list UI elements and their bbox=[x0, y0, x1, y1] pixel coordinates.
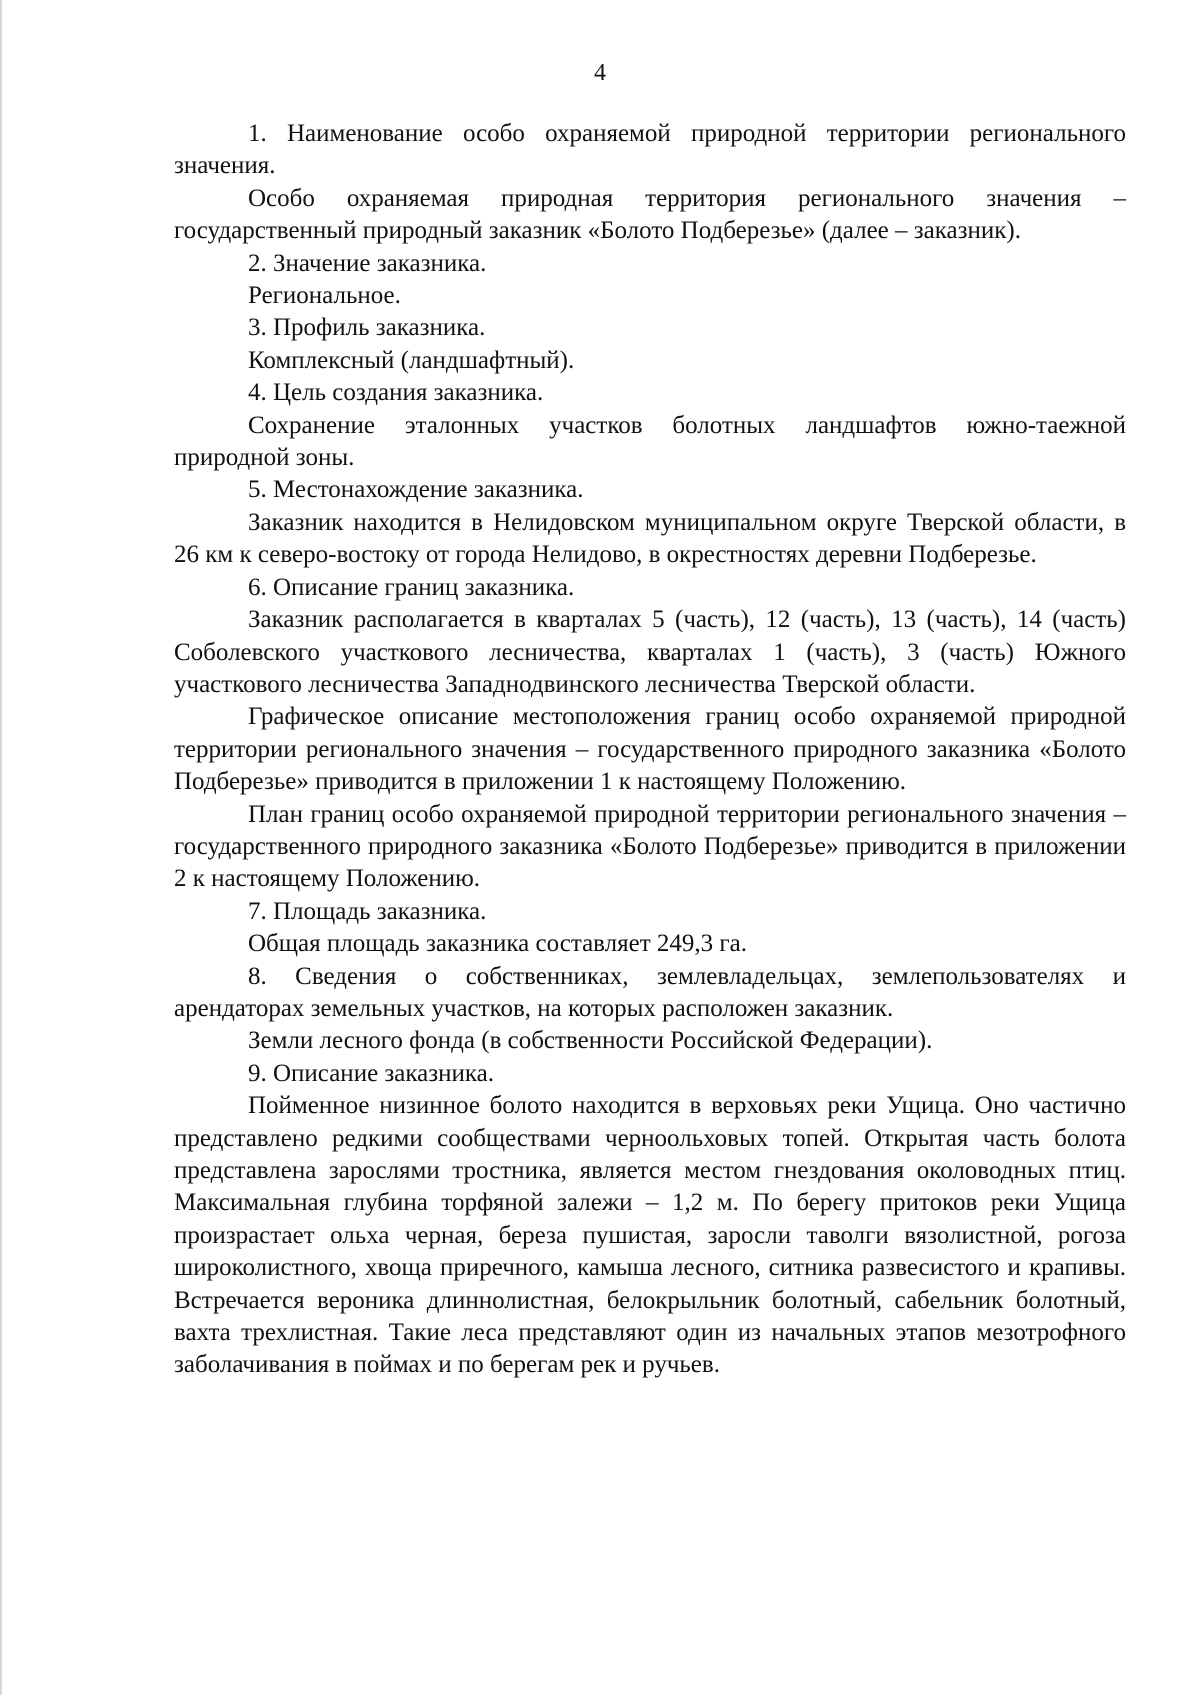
section-heading-description: 9. Описание заказника. bbox=[248, 1059, 494, 1087]
document-body bbox=[174, 118, 1126, 1382]
paragraph-graphic-description: Графическое описание местоположения границ особо охраняемой природной территории регионального значения – государственного природного заказника «Болото Подберезье» приводится в приложении 1 к настоящему Положению. bbox=[174, 703, 1126, 796]
paragraph-location-text: Заказник находится в Нелидовском муниципальном округе Тверской области, в 26 км к северо-востоку от города Нелидово, в окрестностях деревни Подберезье. bbox=[174, 508, 1126, 569]
paragraph-boundaries-text: Заказник располагается в кварталах 5 (часть), 12 (часть), 13 (часть), 14 (часть) Соболевского участкового лесничества, кварталах 1 (часть), 3 (часть) Южного участкового лесничества Западнодвинского лесничества Тверской области. bbox=[174, 606, 1126, 698]
paragraph-description-text: Пойменное низинное болото находится в верховьях реки Ущица. Оно частично представлено редкими сообществами черноольховых топей. Открытая часть болота представлена зарослями тростника, является местом гнездования околоводных птиц. Максимальная глубина торфяной залежи – 1,2 м. По берегу притоков реки Ущица произрастает ольха черная, береза пушистая, заросли таволги вязолистной, рогоза широколистного, хвоща приречного, камыша лесного, ситника развесистого и крапивы. Встречается вероника длиннолистная, белокрыльник болотный, сабельник болотный, вахта трехлистная. Такие леса представляют один из начальных этапов мезотрофного заболачивания в поймах и по берегам рек и ручьев. bbox=[174, 1092, 1126, 1379]
scan-edge bbox=[0, 0, 2, 1695]
section-heading-boundaries: 6. Описание границ заказника. bbox=[248, 573, 575, 601]
section-heading-name: 1. Наименование особо охраняемой природной территории регионального значения. bbox=[174, 120, 1126, 180]
section-heading-location: 5. Местонахождение заказника. bbox=[248, 476, 584, 504]
paragraph-purpose-text: Сохранение эталонных участков болотных ландшафтов южно-таежной природной зоны. bbox=[174, 411, 1126, 472]
paragraph-boundary-plan: План границ особо охраняемой природной территории регионального значения – государственного природного заказника «Болото Подберезье» приводится в приложении 2 к настоящему Положению. bbox=[174, 800, 1126, 893]
section-heading-profile: 3. Профиль заказника. bbox=[248, 314, 486, 342]
paragraph-significance-text: Региональное. bbox=[248, 282, 401, 310]
section-heading-significance: 2. Значение заказника. bbox=[248, 249, 487, 277]
paragraph-name-text: Особо охраняемая природная территория регионального значения – государственный природный заказник «Болото Подберезье» (далее – заказник). bbox=[174, 184, 1126, 245]
section-heading-owners: 8. Сведения о собственниках, землевладельцах, землепользователях и арендаторах земельных участков, на которых расположен заказник. bbox=[174, 962, 1126, 1022]
page-number: 4 bbox=[594, 60, 606, 86]
paragraph-profile-text: Комплексный (ландшафтный). bbox=[248, 346, 575, 374]
paragraph-owners-text: Земли лесного фонда (в собственности Российской Федерации). bbox=[248, 1027, 933, 1055]
section-heading-area: 7. Площадь заказника. bbox=[248, 897, 487, 925]
paragraph-area-text: Общая площадь заказника составляет 249,3 га. bbox=[248, 930, 747, 958]
section-heading-purpose: 4. Цель создания заказника. bbox=[248, 379, 544, 407]
